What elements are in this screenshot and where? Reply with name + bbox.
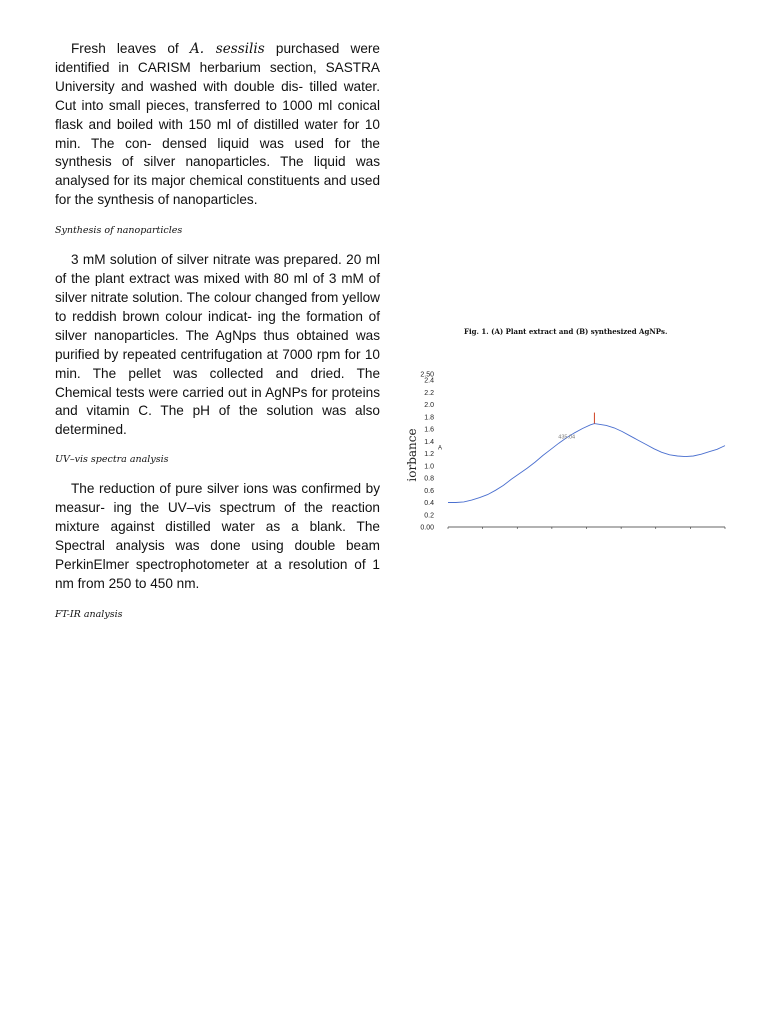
heading-ftir: FT-IR analysis — [55, 608, 123, 620]
y-tick-label: 2.50 — [420, 371, 434, 379]
y-axis-unit-label: A — [437, 445, 442, 452]
y-tick-label: 1.4 — [424, 438, 434, 446]
y-tick-label: 0.4 — [424, 500, 434, 508]
y-tick-label: 0.2 — [424, 512, 434, 520]
paragraph-uv-vis: The reduction of pure silver ions was confirmed by measur- ing the UV–vis spectrum of the reaction mixture against distilled water as a blank. The Spectral analysis was done using double beam PerkinElmer spectrophotometer at a resolution of 1 nm from 250 to 450 nm. — [55, 481, 380, 591]
heading-synthesis: Synthesis of nanoparticles — [55, 225, 183, 237]
y-tick-label: 1.2 — [424, 451, 434, 459]
y-tick-label: 2.4 — [424, 377, 434, 385]
p1-text-start: Fresh leaves of — [71, 41, 190, 56]
y-axis-label: iorbance — [405, 428, 419, 482]
y-tick-label: 0.00 — [420, 524, 434, 532]
p1-text-rest: purchased were identified in CARISM herbarium section, SASTRA University and washed with double dis- tilled water. Cut into small pieces, transferred to 1000 ml conical flask and boiled with 150 ml of distilled water for 10 min. The con- densed liquid was used for the synthesis of silver nanoparticles. The liquid was analysed for its major chemical constituents and used for the synthesis of nanoparticles. — [55, 41, 380, 208]
y-tick-label: 1.6 — [424, 426, 434, 434]
text-column — [55, 40, 380, 620]
heading-uv-vis: UV–vis spectra analysis — [55, 454, 169, 466]
y-tick-label: 2.0 — [424, 402, 434, 410]
figure-caption: Fig. 1. (A) Plant extract and (B) synthesized AgNPs. — [464, 327, 668, 336]
paragraph-synthesis: 3 mM solution of silver nitrate was prepared. 20 ml of the plant extract was mixed with 80 ml of 3 mM of silver nitrate solution. The colour changed from yellow to reddish brown colour indicat- ing the formation of silver nanoparticles. The AgNps thus obtained was purified by repeated centrifugation at 7000 rpm for 10 min. The pellet was collected and dried. The Chemical tests were carried out in AgNPs for proteins and vitamin C. The pH of the solution was also determined. — [55, 252, 380, 438]
y-tick-label: 1.0 — [424, 463, 434, 471]
y-tick-label: 1.8 — [424, 414, 434, 422]
species-name: A. sessilis — [189, 41, 265, 57]
y-tick-label: 0.8 — [424, 475, 434, 483]
y-tick-label: 0.6 — [424, 487, 434, 495]
paragraph-plant-collection — [55, 40, 380, 210]
absorbance-series-line — [448, 424, 725, 503]
y-tick-label: 2.2 — [424, 389, 434, 397]
uv-vis-chart — [400, 360, 730, 560]
peak-label: 435.04 — [558, 434, 576, 441]
